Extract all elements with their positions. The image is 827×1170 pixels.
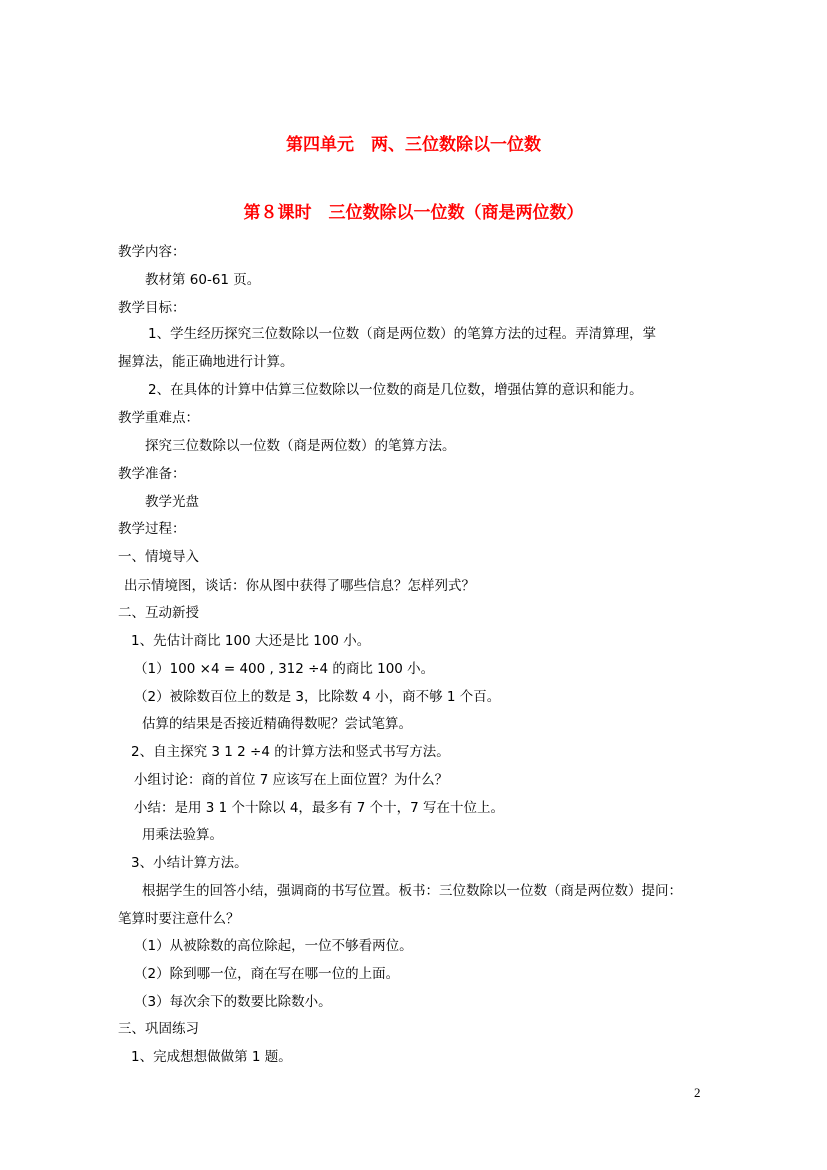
paragraph-line: 笔算时要注意什么？ xyxy=(118,911,240,927)
paragraph-line: 根据学生的回答小结，强调商的书写位置。板书：三位数除以一位数（商是两位数）提问： xyxy=(142,883,682,899)
paragraph-line: 教学光盘 xyxy=(145,494,199,510)
paragraph-line: 小组讨论：商的首位 7 应该写在上面位置？为什么？ xyxy=(134,772,449,788)
lesson-title: 第８课时 三位数除以一位数（商是两位数） xyxy=(243,203,584,223)
section-heading-key-points: 教学重难点： xyxy=(118,410,199,426)
unit-title: 第四单元 两、三位数除以一位数 xyxy=(286,135,541,155)
paragraph-line: 小结：是用 3 1 个十除以 4，最多有 7 个十，7 写在十位上。 xyxy=(134,800,504,816)
paragraph-line: 用乘法验算。 xyxy=(142,827,223,843)
paragraph-line: 2、自主探究 3 1 2 ÷4 的计算方法和竖式书写方法。 xyxy=(131,744,450,760)
paragraph-line: 1、完成想想做做第 1 题。 xyxy=(131,1049,292,1065)
section-heading-content: 教学内容： xyxy=(118,244,186,260)
paragraph-line: 教材第 60-61 页。 xyxy=(145,272,261,288)
section-heading-objectives: 教学目标： xyxy=(118,300,186,316)
paragraph-line: 3、小结计算方法。 xyxy=(131,855,248,871)
paragraph-line: 握算法，能正确地进行计算。 xyxy=(118,354,294,370)
subsection-heading: 二、互动新授 xyxy=(118,605,199,621)
paragraph-line: 2、在具体的计算中估算三位数除以一位数的商是几位数，增强估算的意识和能力。 xyxy=(148,382,643,398)
paragraph-line: 1、先估计商比 100 大还是比 100 小。 xyxy=(131,633,371,649)
page-number: 2 xyxy=(694,1085,701,1100)
subsection-heading: 三、巩固练习 xyxy=(118,1021,199,1037)
paragraph-line: （2）被除数百位上的数是 3，比除数 4 小，商不够 1 个百。 xyxy=(134,689,501,705)
paragraph-line: （3）每次余下的数要比除数小。 xyxy=(134,994,332,1010)
paragraph-line: 探究三位数除以一位数（商是两位数）的笔算方法。 xyxy=(145,438,456,454)
paragraph-line: （1）100 ×4 = 400 , 312 ÷4 的商比 100 小。 xyxy=(134,661,435,677)
section-heading-preparation: 教学准备： xyxy=(118,466,186,482)
subsection-heading: 一、情境导入 xyxy=(118,549,199,565)
section-heading-process: 教学过程： xyxy=(118,521,186,537)
paragraph-line: 出示情境图，谈话：你从图中获得了哪些信息？怎样列式？ xyxy=(124,578,475,594)
paragraph-line: 估算的结果是否接近精确得数呢？尝试笔算。 xyxy=(142,716,412,732)
paragraph-line: （1）从被除数的高位除起，一位不够看两位。 xyxy=(134,938,413,954)
paragraph-line: （2）除到哪一位，商在写在哪一位的上面。 xyxy=(134,966,400,982)
paragraph-line: 1、学生经历探究三位数除以一位数（商是两位数）的笔算方法的过程。弄清算理，掌 xyxy=(148,326,657,342)
